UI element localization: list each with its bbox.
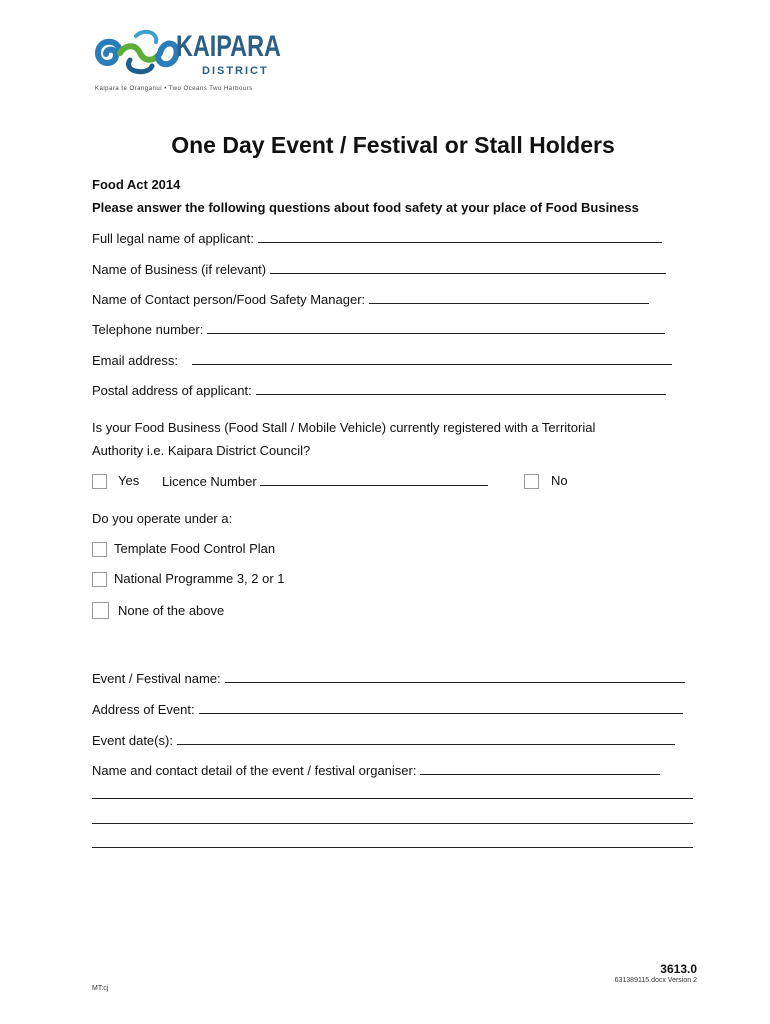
organiser-input[interactable] <box>420 762 660 775</box>
telephone-input[interactable] <box>207 321 665 334</box>
applicant-name-label: Full legal name of applicant: <box>92 231 254 246</box>
licence-number-label: Licence Number <box>162 474 257 489</box>
yes-checkbox[interactable] <box>92 474 107 489</box>
event-dates-input[interactable] <box>177 732 675 745</box>
licence-number-input[interactable] <box>260 473 488 486</box>
applicant-name-field <box>92 230 662 246</box>
instruction-text: Please answer the following questions about food safety at your place of Food Business <box>92 200 639 215</box>
email-field <box>92 352 672 368</box>
event-name-field <box>92 670 685 686</box>
no-label: No <box>551 473 568 488</box>
organiser-field <box>92 762 660 778</box>
contact-person-field <box>92 291 649 307</box>
contact-person-label: Name of Contact person/Food Safety Manager: <box>92 292 366 307</box>
template-plan-checkbox[interactable] <box>92 542 107 557</box>
event-name-input[interactable] <box>225 670 685 683</box>
form-title: One Day Event / Festival or Stall Holders <box>171 132 615 158</box>
event-address-label: Address of Event: <box>92 702 195 717</box>
act-heading: Food Act 2014 <box>92 177 181 192</box>
organiser-continuation-line[interactable] <box>92 822 693 824</box>
organiser-continuation-line[interactable] <box>92 846 693 848</box>
business-name-label: Name of Business (if relevant) <box>92 262 267 277</box>
author-initials: MT:cj <box>92 985 109 992</box>
none-checkbox[interactable] <box>92 602 109 619</box>
document-number: 3613.0 <box>660 962 697 976</box>
organiser-label: Name and contact detail of the event / festival organiser: <box>92 763 417 778</box>
logo-subtitle: DISTRICT <box>202 65 269 77</box>
postal-address-field <box>92 382 666 398</box>
email-input[interactable] <box>192 352 672 365</box>
contact-person-input[interactable] <box>369 291 649 304</box>
logo-tagline: Kaipara te Oranganui • Two Oceans Two Harbours <box>95 86 253 92</box>
applicant-name-input[interactable] <box>258 230 662 243</box>
business-name-field <box>92 261 666 277</box>
postal-address-label: Postal address of applicant: <box>92 383 252 398</box>
telephone-label: Telephone number: <box>92 322 204 337</box>
event-dates-label: Event date(s): <box>92 733 173 748</box>
telephone-field <box>92 321 665 337</box>
event-address-input[interactable] <box>199 701 683 714</box>
yes-label: Yes <box>118 473 140 488</box>
national-programme-label: National Programme 3, 2 or 1 <box>114 571 285 586</box>
event-dates-field <box>92 732 675 748</box>
business-name-input[interactable] <box>270 261 666 274</box>
kaipara-swirl-icon <box>92 26 180 80</box>
document-version: 631389115.docx Version 2 <box>614 977 697 984</box>
licence-number-field <box>162 473 488 489</box>
registration-question-line2: Authority i.e. Kaipara District Council? <box>92 443 311 458</box>
no-checkbox[interactable] <box>524 474 539 489</box>
postal-address-input[interactable] <box>256 382 666 395</box>
event-name-label: Event / Festival name: <box>92 671 221 686</box>
operate-question: Do you operate under a: <box>92 511 233 526</box>
organiser-continuation-line[interactable] <box>92 797 693 799</box>
event-address-field <box>92 701 683 717</box>
template-plan-label: Template Food Control Plan <box>114 541 276 556</box>
logo-title: KAIPARA <box>176 30 281 63</box>
registration-question-line1: Is your Food Business (Food Stall / Mobile Vehicle) currently registered with a Territorial <box>92 420 596 435</box>
none-label: None of the above <box>118 603 225 618</box>
national-programme-checkbox[interactable] <box>92 572 107 587</box>
email-label: Email address: <box>92 353 178 368</box>
